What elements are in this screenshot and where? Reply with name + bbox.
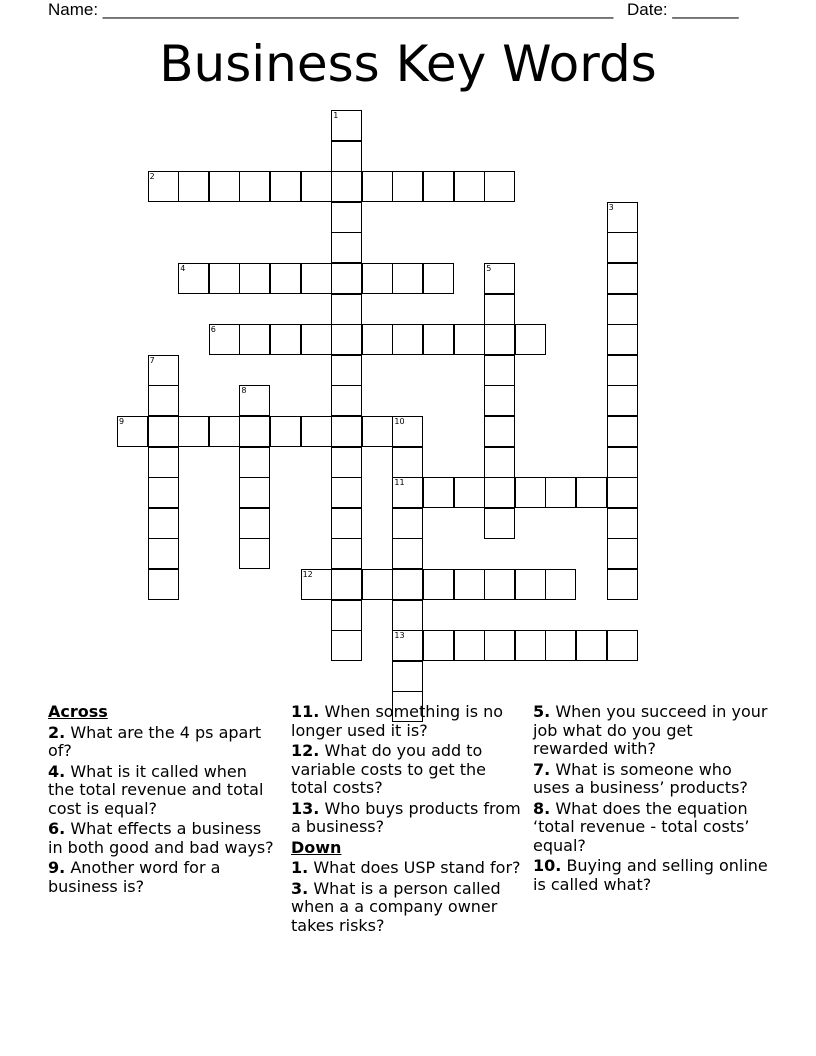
clue-column-2 <box>291 703 521 937</box>
clue-across-6: 6. What effects a business in both good and bad ways? <box>48 819 274 857</box>
grid-cell[interactable] <box>607 202 638 233</box>
grid-cell[interactable] <box>239 508 270 539</box>
clue-number: 11 <box>394 478 405 488</box>
name-field-label: Name: ______________________________________________________ <box>48 0 614 19</box>
grid-cell[interactable] <box>607 263 638 294</box>
grid-cell[interactable] <box>607 385 638 416</box>
clue-across-12: 12. What do you add to variable costs to get the total costs? <box>291 741 487 797</box>
grid-cell[interactable] <box>484 477 515 508</box>
clue-number: 10 <box>394 417 405 426</box>
grid-cell[interactable] <box>576 477 607 508</box>
clue-down-8: 8. What does the equation ‘total revenue - total costs’ equal? <box>533 798 750 855</box>
grid-cell[interactable] <box>454 324 485 355</box>
grid-cell[interactable] <box>484 385 515 416</box>
grid-cell[interactable] <box>362 324 393 355</box>
grid-cell[interactable] <box>484 324 515 355</box>
grid-cell[interactable] <box>515 324 546 355</box>
grid-cell[interactable] <box>148 171 179 202</box>
grid-cell[interactable] <box>178 263 209 294</box>
grid-cell[interactable] <box>301 263 332 294</box>
grid-cell[interactable] <box>607 447 638 478</box>
date-field-label: Date: _______ <box>627 0 739 19</box>
grid-cell[interactable] <box>331 294 362 325</box>
grid-cell[interactable] <box>454 630 485 661</box>
grid-cell[interactable] <box>301 171 332 202</box>
grid-cell[interactable] <box>454 569 485 600</box>
down-heading: Down <box>291 837 342 857</box>
clue-across-2: 2. What are the 4 ps apart of? <box>48 722 262 760</box>
grid-cell[interactable] <box>484 294 515 325</box>
grid-cell[interactable] <box>392 324 423 355</box>
grid-cell[interactable] <box>209 171 240 202</box>
clue-across-13: 13. Who buys products from a business? <box>291 798 521 836</box>
grid-cell[interactable] <box>331 447 362 478</box>
grid-cell[interactable] <box>576 630 607 661</box>
clue-across-4: 4. What is it called when the total revenue and total cost is equal? <box>48 761 264 818</box>
grid-cell[interactable] <box>484 355 515 386</box>
grid-cell[interactable] <box>545 569 576 600</box>
grid-cell[interactable] <box>607 538 638 569</box>
grid-cell[interactable] <box>392 600 423 631</box>
clue-number: 1 <box>333 111 339 120</box>
grid-cell[interactable] <box>607 355 638 386</box>
grid-cell[interactable] <box>331 141 362 172</box>
grid-cell[interactable] <box>331 416 362 447</box>
clue-across-11: 11. When something is no longer used it is? <box>291 702 504 740</box>
grid-cell[interactable] <box>148 416 179 447</box>
grid-cell[interactable] <box>148 508 179 539</box>
grid-cell[interactable] <box>270 324 301 355</box>
grid-cell[interactable] <box>178 416 209 447</box>
grid-cell[interactable] <box>331 508 362 539</box>
clue-number: 9 <box>119 417 125 426</box>
grid-cell[interactable] <box>454 171 485 202</box>
grid-cell[interactable] <box>148 477 179 508</box>
grid-cell[interactable] <box>484 171 515 202</box>
grid-cell[interactable] <box>392 447 423 478</box>
grid-cell[interactable] <box>454 477 485 508</box>
clue-number: 5 <box>486 264 492 273</box>
grid-cell[interactable] <box>209 416 240 447</box>
grid-cell[interactable] <box>331 630 362 661</box>
grid-cell[interactable] <box>392 508 423 539</box>
grid-cell[interactable] <box>392 263 423 294</box>
grid-cell[interactable] <box>484 416 515 447</box>
grid-cell[interactable] <box>239 324 270 355</box>
grid-cell[interactable] <box>515 569 546 600</box>
grid-cell[interactable] <box>545 630 576 661</box>
grid-cell[interactable] <box>607 416 638 447</box>
grid-cell[interactable] <box>239 171 270 202</box>
grid-cell[interactable] <box>148 385 179 416</box>
grid-cell[interactable] <box>239 263 270 294</box>
grid-cell[interactable] <box>331 355 362 386</box>
grid-cell[interactable] <box>607 294 638 325</box>
clue-down-10: 10. Buying and selling online is called what? <box>533 856 768 894</box>
clue-number: 7 <box>149 355 155 365</box>
grid-cell[interactable] <box>331 600 362 631</box>
grid-cell[interactable] <box>423 569 454 600</box>
grid-cell[interactable] <box>331 324 362 355</box>
grid-cell[interactable] <box>331 232 362 263</box>
grid-cell[interactable] <box>148 447 179 478</box>
grid-cell[interactable] <box>423 477 454 508</box>
grid-cell[interactable] <box>392 538 423 569</box>
grid-cell[interactable] <box>331 538 362 569</box>
grid-cell[interactable] <box>148 538 179 569</box>
grid-cell[interactable] <box>607 569 638 600</box>
grid-cell[interactable] <box>392 416 423 447</box>
grid-cell[interactable] <box>545 477 576 508</box>
clue-down-3: 3. What is a person called when a a company owner takes risks? <box>291 878 501 935</box>
clue-column-1 <box>48 703 278 898</box>
grid-cell[interactable] <box>270 171 301 202</box>
grid-cell[interactable] <box>148 569 179 600</box>
grid-cell[interactable] <box>607 630 638 661</box>
grid-cell[interactable] <box>484 508 515 539</box>
grid-cell[interactable] <box>270 263 301 294</box>
clue-number: 6 <box>210 325 216 335</box>
grid-cell[interactable] <box>607 508 638 539</box>
grid-cell[interactable] <box>362 263 393 294</box>
grid-cell[interactable] <box>301 569 332 600</box>
grid-cell[interactable] <box>331 202 362 233</box>
grid-cell[interactable] <box>484 630 515 661</box>
grid-cell[interactable] <box>362 171 393 202</box>
grid-cell[interactable] <box>392 661 423 692</box>
grid-cell[interactable] <box>301 416 332 447</box>
grid-cell[interactable] <box>362 569 393 600</box>
grid-cell[interactable] <box>607 324 638 355</box>
grid-cell[interactable] <box>423 324 454 355</box>
grid-cell[interactable] <box>209 263 240 294</box>
page-title: Business Key Words <box>159 35 657 93</box>
grid-cell[interactable] <box>178 171 209 202</box>
grid-cell[interactable] <box>423 171 454 202</box>
grid-cell[interactable] <box>392 569 423 600</box>
grid-cell[interactable] <box>331 569 362 600</box>
grid-cell[interactable] <box>331 263 362 294</box>
clue-down-5: 5. When you succeed in your job what do you get rewarded with? <box>533 702 768 758</box>
grid-cell[interactable] <box>209 324 240 355</box>
grid-cell[interactable] <box>331 171 362 202</box>
grid-cell[interactable] <box>392 630 423 661</box>
grid-cell[interactable] <box>331 110 362 141</box>
clue-number: 13 <box>394 631 405 641</box>
grid-cell[interactable] <box>484 447 515 478</box>
clue-column-3 <box>533 703 768 896</box>
grid-cell[interactable] <box>270 416 301 447</box>
grid-cell[interactable] <box>423 630 454 661</box>
grid-cell[interactable] <box>362 416 393 447</box>
grid-cell[interactable] <box>331 385 362 416</box>
grid-cell[interactable] <box>515 630 546 661</box>
clue-across-9: 9. Another word for a business is? <box>48 858 221 896</box>
grid-cell[interactable] <box>607 232 638 263</box>
clue-number: 2 <box>149 172 155 182</box>
grid-cell[interactable] <box>239 447 270 478</box>
grid-cell[interactable] <box>515 477 546 508</box>
grid-cell[interactable] <box>239 477 270 508</box>
grid-cell[interactable] <box>239 538 270 569</box>
grid-cell[interactable] <box>392 171 423 202</box>
grid-cell[interactable] <box>148 355 179 386</box>
grid-cell[interactable] <box>423 263 454 294</box>
clue-down-1: 1. What does USP stand for? <box>291 858 521 877</box>
grid-cell[interactable] <box>484 263 515 294</box>
grid-cell[interactable] <box>239 385 270 416</box>
grid-cell[interactable] <box>117 416 148 447</box>
clue-number: 12 <box>302 570 313 579</box>
clue-number: 8 <box>241 386 247 396</box>
grid-cell[interactable] <box>331 477 362 508</box>
grid-cell[interactable] <box>392 477 423 508</box>
grid-cell[interactable] <box>239 416 270 447</box>
grid-cell[interactable] <box>607 477 638 508</box>
across-heading: Across <box>48 702 108 721</box>
clue-number: 3 <box>608 202 614 212</box>
grid-cell[interactable] <box>484 569 515 600</box>
clue-down-7: 7. What is someone who uses a business’ products? <box>533 759 748 797</box>
clue-number: 4 <box>180 264 186 273</box>
grid-cell[interactable] <box>301 324 332 355</box>
